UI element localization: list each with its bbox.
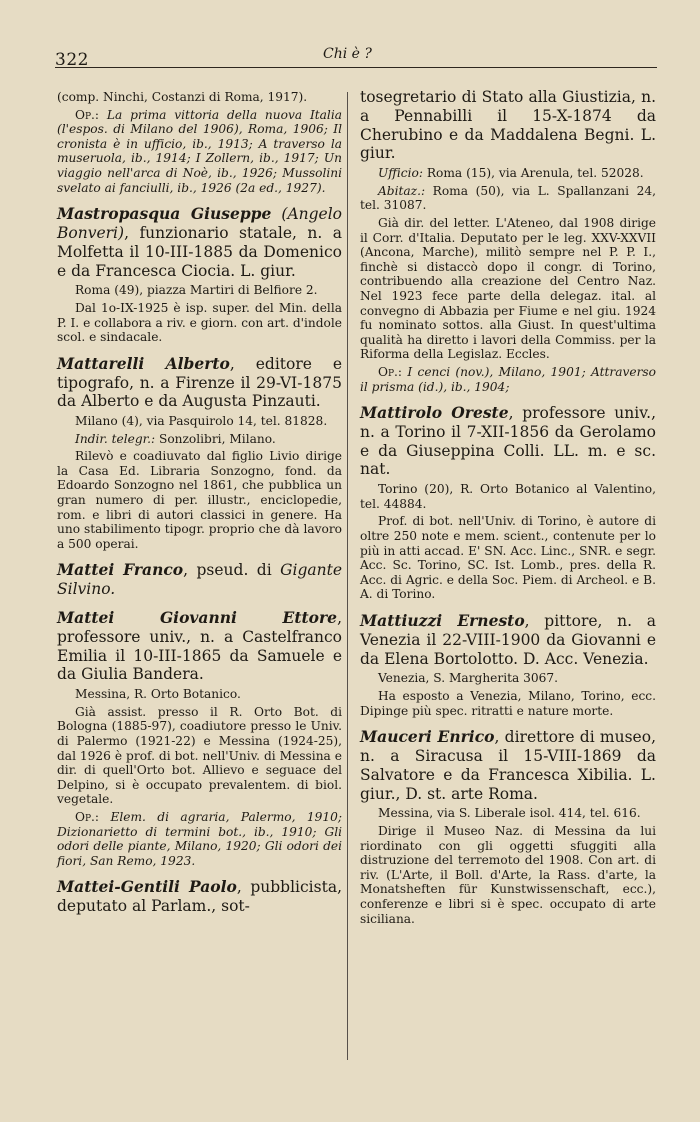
entry-mattei-franco xyxy=(57,561,342,599)
entry-name: Mattei-Gentili Paolo xyxy=(57,877,237,897)
entry-bio: Ha esposto a Venezia, Milano, Torino, ecc. Dipinge più spec. ritratti e nature morte. xyxy=(360,689,656,718)
op-label: Op.: xyxy=(75,809,100,824)
entry-address: Milano (4), via Pasquirolo 14, tel. 81828. xyxy=(75,414,328,429)
op-works: La prima vittoria della nuova Italia (l'espos. di Milano del 1906), Roma, 1906; Il cronista è in ufficio, ib., 1913; A traverso la museruola, ib., 1914; I Zollern, ib., 1917; Un viaggio nell'arca di Noè, ib., 1926; Mussolini svelato ai fanciulli, ib., 1926 (2a ed., 1927). xyxy=(57,107,342,195)
entry-heading-continuation: tosegretario di Stato alla Giustizia, n. a Pennabilli il 15-X-1874 da Cherubino e da Maddalena Begni. L. giur. xyxy=(360,88,656,163)
continuation-text: (comp. Ninchi, Costanzi di Roma, 1917). xyxy=(57,90,308,104)
entry-heading-text: , funzionario statale, n. a Molfetta il 10-III-1885 da Domenico e da Francesca Ciocia. L. giur. xyxy=(57,223,342,280)
entry-name: Mattei Franco xyxy=(57,560,184,580)
ufficio-value: Roma (15), via Arenula, tel. 52028. xyxy=(426,166,644,181)
entry-mattiuzzi xyxy=(360,612,656,718)
entry-address: Roma (49), piazza Martiri di Belfiore 2. xyxy=(75,283,318,298)
op-works: I cenci (nov.), Milano, 1901; Attraverso il prisma (id.), ib., 1904; xyxy=(360,364,656,394)
telegr-value: Sonzolibri, Milano. xyxy=(158,431,276,446)
page-number: 322 xyxy=(55,50,89,70)
entry-heading-text: , professore univ., n. a Torino il 7-XII-1856 da Gerolamo e da Giuseppina Colli. LL. m. e sc. nat. xyxy=(360,404,656,479)
entry-heading-text: , professore univ., n. a Castelfranco Emilia il 10-III-1865 da Samuele e da Giulia Bandera. xyxy=(57,609,342,684)
page-header xyxy=(55,44,655,70)
entry-bio: Già dir. del letter. L'Ateneo, dal 1908 dirige il Corr. d'Italia. Deputato per le leg. XXV-XXVII (Ancona, Marche), militò sempre nel P. P. I., finchè si distaccò dopo il congr. di Torino, contribuendo alla creazione del Centro Naz. Nel 1923 fece parte della delegaz. ital. al convegno di Abbazia per Fiume e nel giu. 1924 fu nominato sottos. alla Giust. In quest'ultima qualità ha diretto i lavori della Commiss. per la Riforma della Legislaz. Eccles. xyxy=(360,215,656,362)
entry-heading-text: , direttore di museo, n. a Siracusa il 15-VIII-1869 da Salvatore e da Francesca Xibilia. L. giur., D. st. arte Roma. xyxy=(360,728,656,803)
entry-address: Venezia, S. Margherita 3067. xyxy=(378,671,559,686)
entry-bio: Prof. di bot. nell'Univ. di Torino, è autore di oltre 250 note e mem. scient., contenute per lo più in atti accad. E' SN. Acc. Linc., SNR. e segr. Acc. Sc. Torino, SC. Ist. Lomb., pres. della R. Acc. di Agric. e della Soc. Piem. di Archeol. e B. A. di Torino. xyxy=(360,514,656,602)
entry-name: Mattei Giovanni Ettore xyxy=(57,608,338,628)
op-label: Op.: xyxy=(378,364,403,379)
left-column xyxy=(57,90,342,926)
abitaz-label: Abitaz.: xyxy=(378,183,426,198)
entry-mattei-giovanni xyxy=(57,609,342,868)
entry-heading-text: , editore e tipografo, n. a Firenze il 29-VI-1875 da Alberto e da Augusta Pinzauti. xyxy=(57,354,342,411)
right-column xyxy=(360,88,656,936)
op-works: Elem. di agraria, Palermo, 1910; Dizionarietto di termini bot., ib., 1910; Gli odori delle piante, Milano, 1920; Gli odori dei fiori, San Remo, 1923. xyxy=(57,809,343,868)
entry-name: Mattiuzzi Ernesto xyxy=(360,611,525,631)
entry-mattei-gentili xyxy=(57,878,342,916)
entry-name: Mattarelli Alberto xyxy=(57,353,230,373)
running-title: Chi è ? xyxy=(323,46,372,62)
entry-name: Mastropasqua Giuseppe xyxy=(57,204,272,224)
entry-name: Mattirolo Oreste xyxy=(360,403,509,423)
entry-name: Mauceri Enrico xyxy=(360,727,495,747)
header-rule xyxy=(55,67,657,68)
entry-mattarelli xyxy=(57,355,342,552)
entry-bio: Rilevò e coadiuvato dal figlio Livio dirige la Casa Ed. Libraria Sonzogno, fond. da Edoardo Sonzogno nel 1861, che pubblica un gran numero di per. illustr., enciclopedie, rom. e libri di autori classici in genere. Ha uno stabilimento tipogr. proprio che dà lavoro a 500 operai. xyxy=(57,449,342,551)
entry-heading-text: , pubblicista, deputato al Parlam., sot- xyxy=(57,878,342,916)
entry-mattirolo xyxy=(360,404,656,602)
entry-bio: Già assist. presso il R. Orto Bot. di Bologna (1885-97), coadiutore presso le Univ. di Palermo (1921-22) e Messina (1924-25), dal 1926 è prof. di bot. nell'Univ. di Messina e dir. di quell'Orto bot. Allievo e seguace del Delpino, si è occupato prevalentem. di biol. vegetale. xyxy=(57,704,342,807)
entry-mattei-gentili-continued xyxy=(360,88,656,394)
op-label: Op.: xyxy=(75,107,100,122)
telegr-label: Indir. telegr.: xyxy=(75,431,156,446)
entry-heading-text: , pseud. di xyxy=(183,561,272,580)
entry-continuation xyxy=(57,90,342,195)
ufficio-label: Ufficio: xyxy=(378,166,423,181)
entry-mastropasqua xyxy=(57,205,342,345)
entry-alias: Gigante Silvino. xyxy=(57,561,342,599)
entry-bio: Dirige il Museo Naz. di Messina da lui riordinato con gli oggetti sfuggiti alla distruzione del terremoto del 1908. Con art. di riv. (L'Arte, il Boll. d'Arte, la Rass. d'arte, la Monatsheften für Kunstwissenschaft, ecc.), conferenze e libri si è spec. occupato di arte siciliana. xyxy=(360,823,656,926)
entry-address: Messina, via S. Liberale isol. 414, tel. 616. xyxy=(378,806,641,821)
column-divider xyxy=(347,92,348,1060)
entry-address: Messina, R. Orto Botanico. xyxy=(75,687,241,702)
entry-mauceri xyxy=(360,728,656,926)
entry-heading-text: , pittore, n. a Venezia il 22-VIII-1900 da Giovanni e da Elena Bortolotto. D. Acc. Venezia. xyxy=(360,612,656,668)
entry-address: Torino (20), R. Orto Botanico al Valentino, tel. 44884. xyxy=(360,482,656,511)
entry-bio: Dal 1o-IX-1925 è isp. super. del Min. della P. I. e collabora a riv. e giorn. con art. d'indole scol. e sindacale. xyxy=(57,300,342,345)
abitaz-value: Roma (50), via L. Spallanzani 24, tel. 31087. xyxy=(360,183,656,213)
entry-alias: (Angelo Bonveri) xyxy=(57,205,342,242)
